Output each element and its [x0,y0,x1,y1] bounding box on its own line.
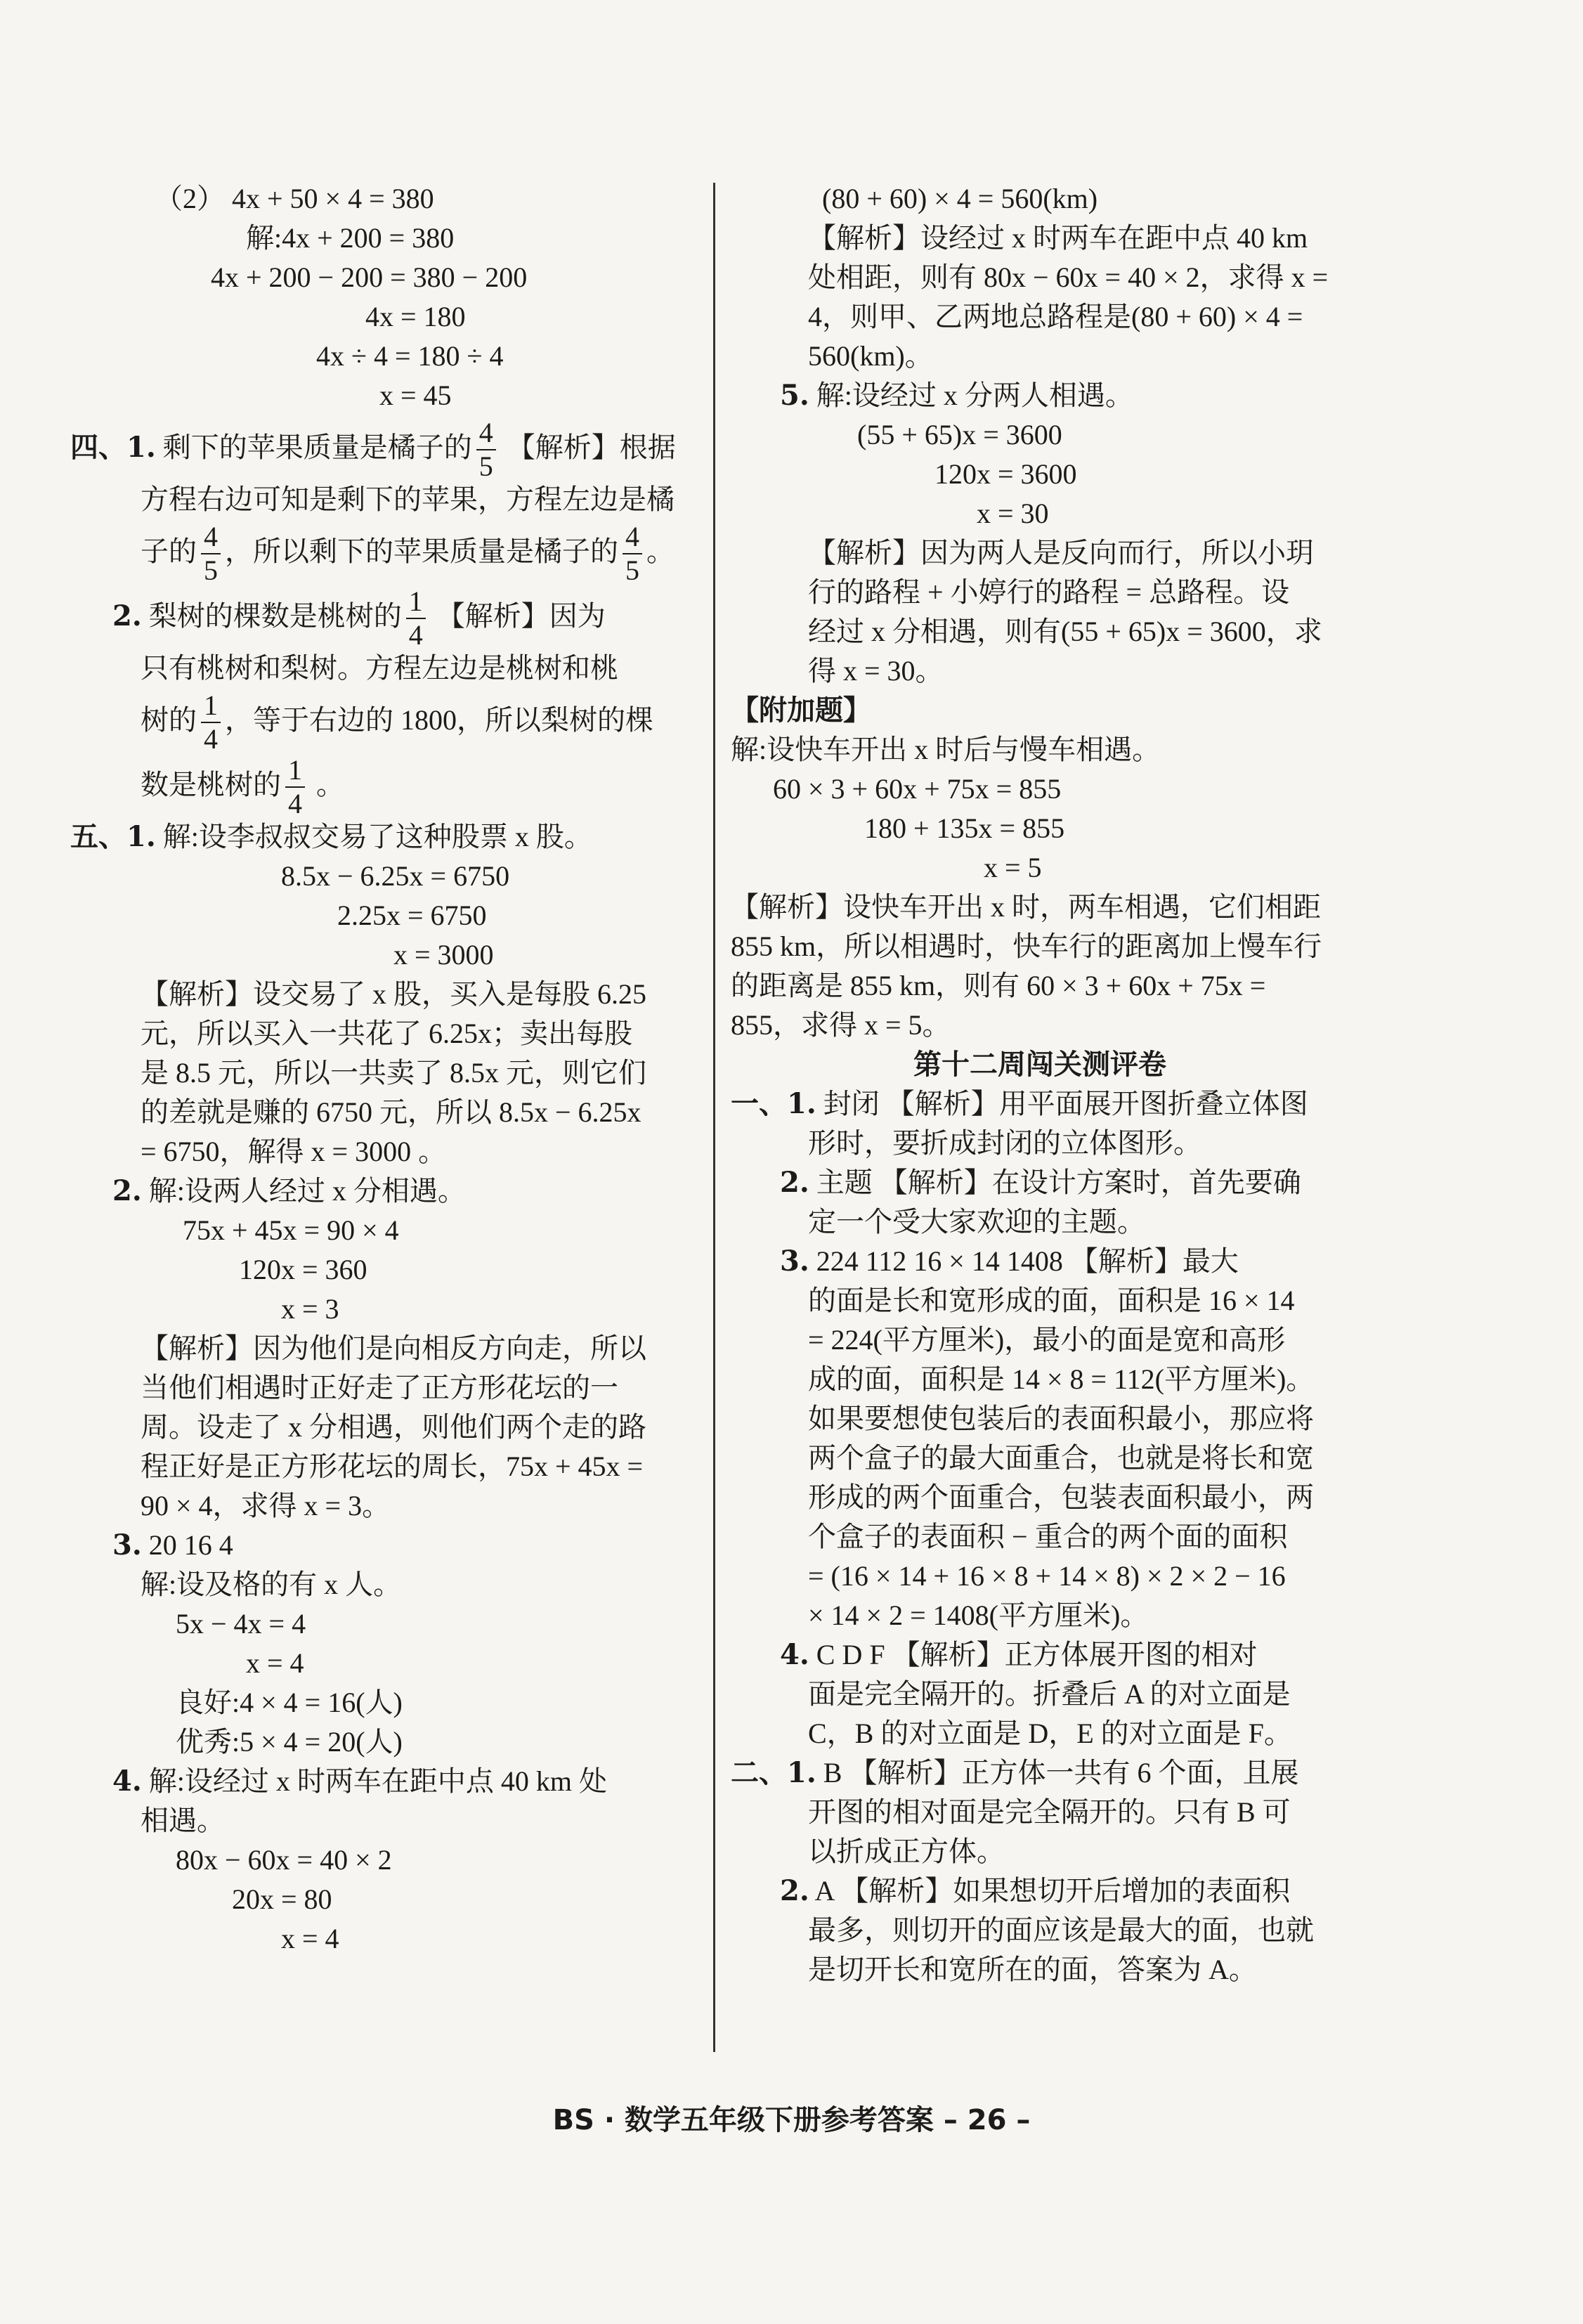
line-text: 【解析】因为两人是反向而行，所以小玥 [808,537,1314,569]
line-text: 4，则甲、乙两地总路程是(80 + 60) × 4 = [808,301,1303,332]
fraction [476,419,496,481]
text-line [70,1368,682,1408]
fraction [285,756,305,818]
text-line [731,1596,1349,1635]
text-line [70,1486,682,1526]
line-text: 【解析】设经过 x 时两车在距中点 40 km [808,222,1308,254]
text-line [731,1478,1349,1517]
text-line [70,1683,682,1722]
line-text: (80 + 60) × 4 = 560(km) [822,183,1098,214]
text-line [70,297,682,337]
line-text: C，B 的对立面是 D，E 的对立面是 F。 [808,1718,1292,1749]
line-text: 第十二周闯关测评卷 [913,1049,1166,1080]
text-line [70,857,682,896]
text-line [70,376,682,415]
line-text: 2.25x = 6750 [337,900,487,931]
line-text: (55 + 65)x = 3600 [857,419,1062,450]
text-line [731,297,1349,337]
line-text: 优秀:5 × 4 = 20(人) [176,1726,403,1758]
line-text: 程正好是正方形花坛的周长，75x + 45x = [141,1450,644,1482]
fraction-numerator: 4 [623,523,642,554]
text-line [731,612,1349,651]
line-text: 【解析】设快车开出 x 时，两车相遇，它们相距 [731,891,1321,923]
line-text: 855 km，所以相遇时，快车行的距离加上慢车行 [731,930,1322,962]
line-text: × 14 × 2 = 1408(平方厘米)。 [808,1599,1149,1631]
line-text: 4x = 180 [365,301,466,332]
line-text: 8.5x − 6.25x = 6750 [281,860,510,892]
text-line [731,1399,1349,1439]
text-line [70,817,682,857]
fraction-denominator: 5 [625,554,639,586]
item-number: 2. [780,1166,809,1199]
line-text: 个盒子的表面积 − 重合的两个面的面积 [808,1521,1288,1552]
line-text: 的差就是赚的 6750 元，所以 8.5x − 6.25x [141,1096,641,1128]
line-text: A 【解析】如果想切开后增加的表面积 [809,1875,1291,1907]
text-line [731,1714,1349,1753]
line-text: 。 [309,769,344,800]
item-number: 一、1. [731,1087,816,1120]
line-text: 两个盒子的最大面重合，也就是将长和宽 [808,1442,1314,1474]
text-line [731,1635,1349,1675]
right-column [731,179,1349,1989]
text-line [70,1526,682,1565]
item-number: 二、1. [731,1756,816,1789]
fraction-numerator: 4 [201,523,221,554]
line-text: 形成的两个面重合，包装表面积最小，两 [808,1481,1314,1513]
line-text: 解:4x + 200 = 380 [246,222,455,254]
left-column [70,179,682,1959]
text-line [70,649,682,688]
line-text: 20 16 4 [141,1529,233,1561]
line-text: x = 30 [977,498,1049,529]
text-line [70,1053,682,1093]
text-line [731,179,1349,219]
text-line [70,1722,682,1762]
item-number: 2. [780,1874,809,1907]
line-text: 解:设经过 x 分两人相遇。 [809,379,1133,411]
text-line [731,1950,1349,1989]
section-heading [731,1045,1349,1084]
fraction-numerator: 1 [285,756,305,788]
text-line [70,1132,682,1171]
item-number: 2. [112,599,142,632]
text-line [731,1242,1349,1281]
line-text: 经过 x 分相遇，则有(55 + 65)x = 3600，求 [808,616,1322,647]
text-line [70,1919,682,1959]
line-text: 解:设李叔叔交易了这种股票 x 股。 [155,821,592,852]
line-text: 如果要想使包装后的表面积最小，那应将 [808,1403,1314,1434]
text-line [731,651,1349,691]
line-text: 以折成正方体。 [808,1836,1005,1867]
line-text: 良好:4 × 4 = 16(人) [176,1687,403,1718]
column-divider [713,183,715,2052]
text-line [70,480,682,519]
line-text: 面是完全隔开的。折叠后 A 的对立面是 [808,1678,1291,1710]
line-text: 4x ÷ 4 = 180 ÷ 4 [316,340,504,372]
text-line [70,519,682,584]
text-line [70,219,682,258]
item-number: 4. [112,1765,142,1798]
fraction-numerator: 1 [406,588,426,619]
text-line [731,1124,1349,1163]
text-line [70,1565,682,1604]
line-text: 。 [646,535,675,567]
text-line [731,337,1349,376]
line-text: 855，求得 x = 5。 [731,1009,951,1041]
text-line [731,927,1349,966]
line-text: = 6750，解得 x = 3000 。 [141,1136,447,1167]
fraction-numerator: 4 [476,419,496,450]
line-text: 相遇。 [141,1805,225,1836]
text-line [731,1832,1349,1871]
line-text: 行的路程 + 小婷行的路程 = 总路程。设 [808,576,1290,608]
text-line [731,1202,1349,1242]
line-text: x = 3000 [393,939,494,971]
text-line [731,1753,1349,1793]
text-line [731,494,1349,533]
text-line [70,975,682,1014]
line-text: ，所以剩下的苹果质量是橘子的 [225,535,618,567]
item-number: 4. [780,1638,809,1671]
text-line [70,1093,682,1132]
fraction-numerator: 1 [201,692,221,723]
line-text: 定一个受大家欢迎的主题。 [808,1206,1145,1238]
text-line [731,1084,1349,1124]
item-number: 3. [112,1528,142,1562]
item-number: 2. [112,1174,142,1207]
text-line [731,1557,1349,1596]
text-line [70,1250,682,1290]
text-line [731,1911,1349,1950]
text-line [731,415,1349,455]
line-text: 解:设经过 x 时两车在距中点 40 km 处 [141,1765,607,1797]
line-text: B 【解析】正方体一共有 6 个面，且展 [816,1757,1299,1789]
line-text: 得 x = 30。 [808,655,944,687]
line-text: 60 × 3 + 60x + 75x = 855 [773,773,1062,805]
line-text: 成的面，面积是 14 × 8 = 112(平方厘米)。 [808,1363,1315,1395]
line-text: 开图的相对面是完全隔开的。只有 B 可 [808,1796,1291,1828]
line-text: 的距离是 855 km，则有 60 × 3 + 60x + 75x = [731,970,1266,1001]
line-text: 子的 [141,535,197,567]
text-line [70,1211,682,1250]
text-line [731,1793,1349,1832]
item-number: 【附加题】 [731,694,871,727]
text-line [70,415,682,480]
fraction-denominator: 4 [288,788,302,819]
line-text: ，等于右边的 1800，所以梨树的棵 [225,704,653,736]
line-text: 5x − 4x = 4 [176,1608,306,1640]
text-line [70,1447,682,1486]
line-text: 是切开长和宽所在的面，答案为 A。 [808,1954,1257,1985]
line-text: 只有桃树和梨树。方程左边是桃树和桃 [141,652,618,684]
text-line [731,1281,1349,1320]
line-text: C D F 【解析】正方体展开图的相对 [809,1639,1258,1670]
line-text: 20x = 80 [232,1883,332,1915]
text-line [70,1644,682,1683]
text-line [731,730,1349,770]
text-line [731,376,1349,415]
line-text: 是 8.5 元，所以一共卖了 8.5x 元，则它们 [141,1057,646,1089]
text-line [731,1006,1349,1045]
fraction-denominator: 5 [204,554,218,586]
text-line [70,1290,682,1329]
text-line [731,219,1349,258]
text-line [731,848,1349,888]
text-line [70,1880,682,1919]
line-text: 树的 [141,704,197,736]
line-text: 最多，则切开的面应该是最大的面，也就 [808,1914,1314,1946]
text-line [70,1171,682,1211]
line-text: 560(km)。 [808,340,933,372]
line-text: 80x − 60x = 40 × 2 [176,1844,392,1876]
text-line [70,1762,682,1801]
text-line [731,258,1349,297]
text-line [70,258,682,297]
text-line [70,179,682,219]
line-text: 90 × 4，求得 x = 3。 [141,1490,391,1521]
line-text: = 224(平方厘米)，最小的面是宽和高形 [808,1324,1286,1356]
line-text: 【解析】因为 [429,600,606,632]
line-text: （2） 4x + 50 × 4 = 380 [155,183,434,214]
text-line [70,1801,682,1841]
fraction [201,689,221,755]
fraction-denominator: 5 [478,450,493,482]
line-text: 4x + 200 − 200 = 380 − 200 [211,261,528,293]
line-text: 周。设走了 x 分相遇，则他们两个走的路 [141,1411,646,1443]
text-line [731,1517,1349,1557]
line-text: 当他们相遇时正好走了正方形花坛的一 [141,1372,618,1403]
line-text: 形时，要折成封闭的立体图形。 [808,1127,1201,1159]
footer-title: BS · 数学五年级下册参考答案 [552,2104,934,2136]
line-text: 数是桃树的 [141,769,281,800]
text-line [731,691,1349,730]
line-text: 解:设快车开出 x 时后与慢车相遇。 [731,734,1161,765]
item-number: 5. [780,379,809,412]
fraction [201,523,221,585]
line-text: = (16 × 14 + 16 × 8 + 14 × 8) × 2 × 2 − 16 [808,1560,1286,1592]
item-number: 四、1. [70,431,156,464]
line-text: 梨树的棵数是桃树的 [141,600,402,632]
line-text: 方程右边可知是剩下的苹果，方程左边是橘 [141,483,675,515]
line-text: 剩下的苹果质量是橘子的 [155,431,472,463]
text-line [731,1163,1349,1202]
line-text: x = 3 [281,1293,339,1325]
line-text: 处相距，则有 80x − 60x = 40 × 2，求得 x = [808,261,1329,293]
line-text: 224 112 16 × 14 1408 【解析】最大 [809,1245,1239,1277]
text-line [70,753,682,817]
line-text: x = 4 [246,1647,304,1679]
text-line [731,1360,1349,1399]
line-text: 【解析】因为他们是向相反方向走，所以 [141,1332,646,1364]
text-line [70,896,682,935]
line-text: 120x = 3600 [934,458,1077,490]
line-text: 75x + 45x = 90 × 4 [183,1214,399,1246]
line-text: 【解析】设交易了 x 股，买入是每股 6.25 [141,978,646,1010]
text-line [70,1841,682,1880]
text-line [731,888,1349,927]
line-text: 元，所以买入一共花了 6.25x；卖出每股 [141,1018,632,1049]
text-line [70,1604,682,1644]
text-line [70,1014,682,1053]
text-line [731,1439,1349,1478]
line-text: x = 45 [379,379,452,411]
text-line [70,337,682,376]
line-text: x = 4 [281,1923,339,1954]
text-line [731,770,1349,809]
text-line [731,455,1349,494]
text-line [731,966,1349,1006]
line-text: 120x = 360 [239,1254,367,1285]
line-text: 解:设及格的有 x 人。 [141,1569,402,1600]
fraction [406,585,426,651]
line-text: 解:设两人经过 x 分相遇。 [141,1175,466,1207]
page-footer [0,2098,1583,2138]
line-text: 封闭 【解析】用平面展开图折叠立体图 [816,1088,1308,1119]
text-line [70,1329,682,1368]
line-text: x = 5 [984,852,1042,883]
line-text: 主题 【解析】在设计方案时，首先要确 [809,1167,1301,1198]
fraction-denominator: 4 [204,723,218,755]
text-line [731,1871,1349,1911]
text-line [70,688,682,753]
line-text: 【解析】根据 [500,431,676,463]
text-line [731,1675,1349,1714]
text-line [731,1320,1349,1360]
item-number: 3. [780,1245,809,1278]
item-number: 五、1. [70,820,156,853]
text-line [731,533,1349,573]
text-line [70,584,682,649]
line-text: 180 + 135x = 855 [864,812,1065,844]
text-line [731,809,1349,848]
text-line [70,1408,682,1447]
fraction [623,523,642,585]
line-text: 的面是长和宽形成的面，面积是 16 × 14 [808,1285,1295,1316]
text-line [70,935,682,975]
text-line [731,573,1349,612]
fraction-denominator: 4 [408,619,423,651]
page-number: – 26 – [943,2104,1031,2136]
